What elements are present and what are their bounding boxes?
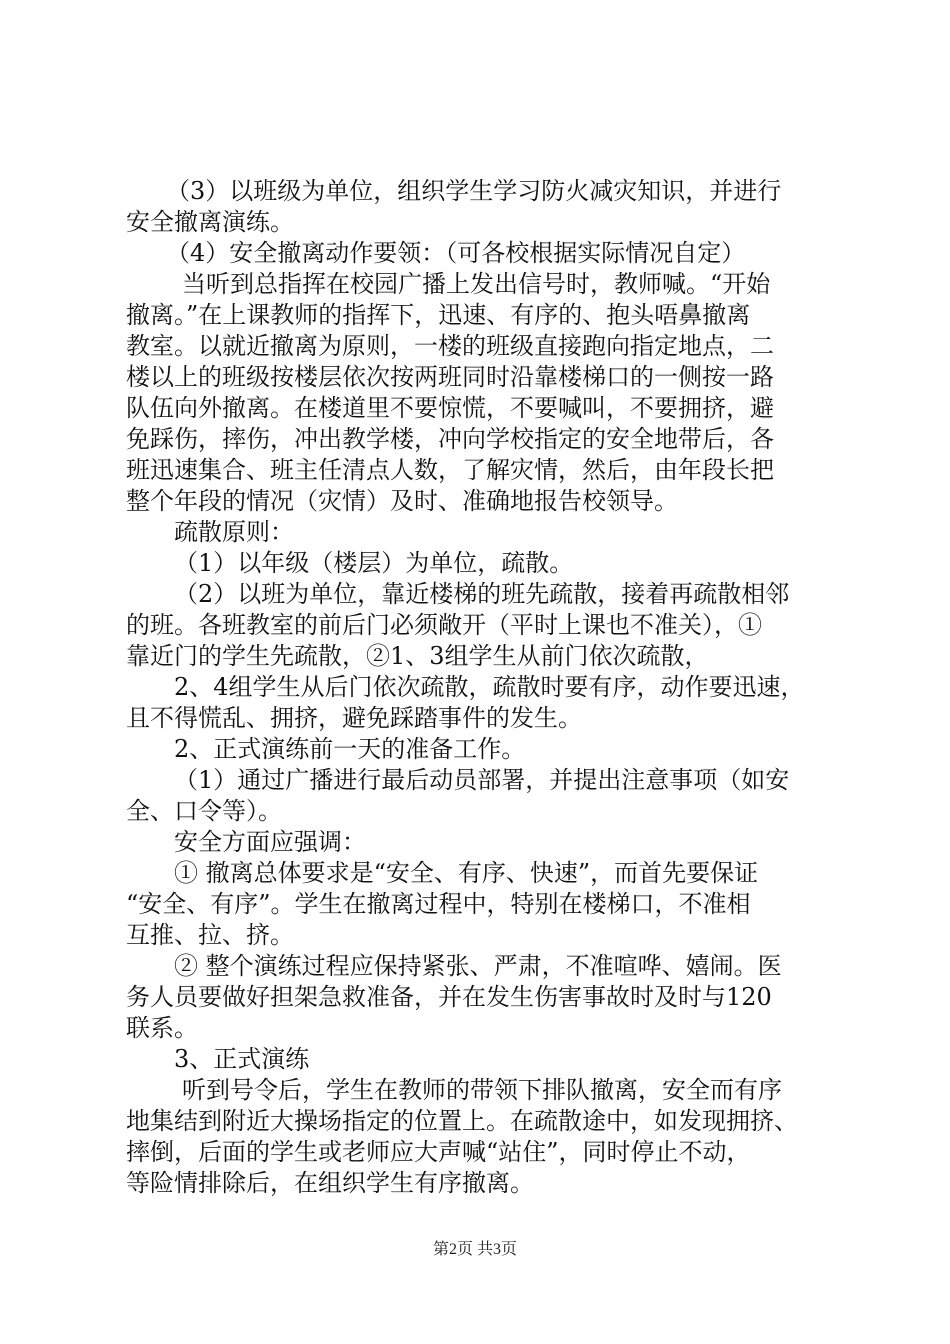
text-line: 3、正式演练	[174, 1045, 310, 1073]
text-line: 务人员要做好担架急救准备，并在发生伤害事故时及时与120	[126, 983, 772, 1011]
text-line: 教室。以就近撤离为原则，一楼的班级直接跑向指定地点，二	[126, 332, 774, 360]
text-line: 互推、拉、挤。	[126, 921, 294, 949]
text-line: 队伍向外撤离。在楼道里不要惊慌，不要喊叫，不要拥挤，避	[126, 394, 774, 422]
text-line: 听到号令后，学生在教师的带领下排队撤离，安全而有序	[182, 1076, 782, 1104]
document-body	[126, 176, 836, 1199]
text-line: 全、口令等）。	[126, 797, 282, 825]
text-line: （1）通过广播进行最后动员部署，并提出注意事项（如安	[174, 766, 790, 794]
page-footer: 第2页 共3页	[432, 1241, 517, 1258]
text-line: 安全撤离演练。	[126, 208, 294, 236]
text-line: （1）以年级（楼层）为单位，疏散。	[174, 549, 574, 577]
text-line: ① 撤离总体要求是“安全、有序、快速”，而首先要保证	[174, 859, 759, 887]
text-line: 地集结到附近大操场指定的位置上。在疏散途中，如发现拥挤、	[126, 1107, 798, 1135]
text-line: 撤离。”在上课教师的指挥下，迅速、有序的、抱头唔鼻撤离	[126, 301, 751, 329]
text-line: 2、4组学生从后门依次疏散，疏散时要有序，动作要迅速，	[174, 673, 805, 701]
text-line: “安全、有序”。学生在撤离过程中，特别在楼梯口，不准相	[126, 890, 751, 918]
text-line: 疏散原则：	[174, 518, 294, 546]
text-line: 当听到总指挥在校园广播上发出信号时，教师喊。“开始	[182, 270, 771, 298]
text-line: （2）以班为单位，靠近楼梯的班先疏散，接着再疏散相邻	[174, 580, 790, 608]
text-line: 且不得慌乱、拥挤，避免踩踏事件的发生。	[126, 704, 582, 732]
text-line: ② 整个演练过程应保持紧张、严肃，不准喧哗、嬉闹。医	[174, 952, 782, 980]
text-line: 安全方面应强调：	[174, 828, 366, 856]
text-line: 班迅速集合、班主任清点人数，了解灾情，然后，由年段长把	[126, 456, 774, 484]
text-line: 靠近门的学生先疏散，②1、3组学生从前门依次疏散，	[126, 642, 709, 670]
text-line: 等险情排除后，在组织学生有序撤离。	[126, 1169, 534, 1197]
text-line: 摔倒，后面的学生或老师应大声喊“站住”，同时停止不动，	[126, 1138, 751, 1166]
text-line: （4）安全撤离动作要领：（可各校根据实际情况自定）	[166, 239, 746, 267]
text-line: 2、正式演练前一天的准备工作。	[174, 735, 526, 763]
text-line: 的班。各班教室的前后门必须敞开（平时上课也不准关），①	[126, 611, 762, 639]
text-line: 楼以上的班级按楼层依次按两班同时沿靠楼梯口的一侧按一路	[126, 363, 774, 391]
text-line: 免踩伤，摔伤，冲出教学楼，冲向学校指定的安全地带后，各	[126, 425, 774, 453]
text-line: 联系。	[126, 1014, 198, 1042]
text-line: 整个年段的情况（灾情）及时、准确地报告校领导。	[126, 487, 678, 515]
text-line: （3）以班级为单位，组织学生学习防火减灾知识，并进行	[166, 177, 782, 205]
